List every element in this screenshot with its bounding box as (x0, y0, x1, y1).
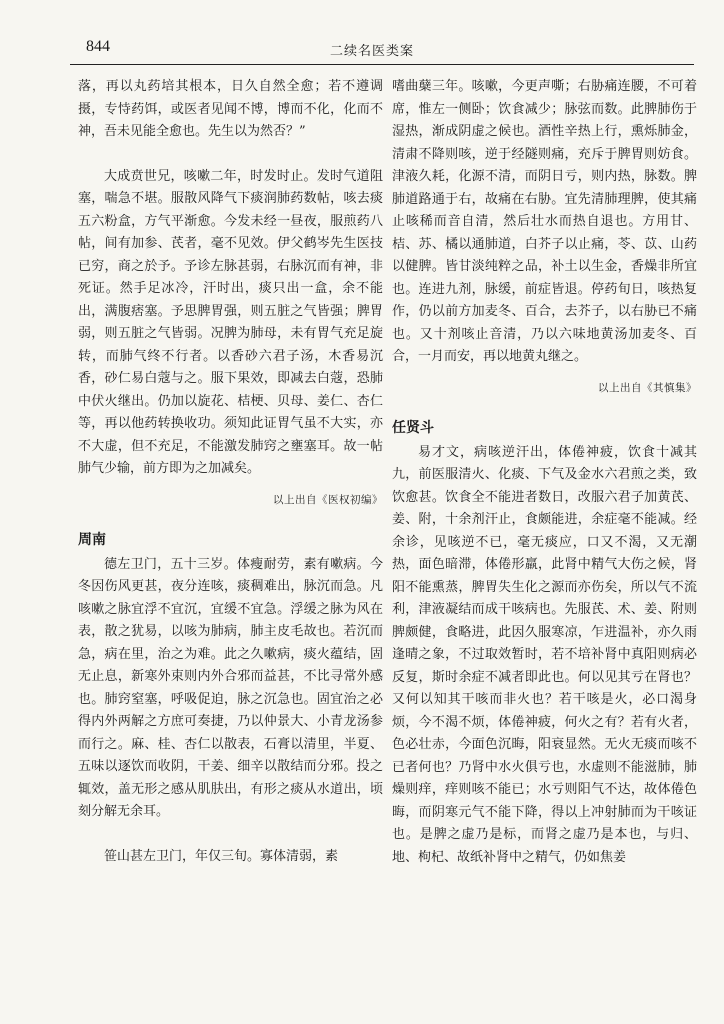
paragraph: 易才文，病咳逆汗出，体倦神疲，饮食十减其九，前医服清火、化痰、下气及金水六君煎之类，致饮愈甚。饮食全不能进者数日，改服六君子加黄芪、姜、附，十余剂汗止，食颇能进，余症毫不能减。经余诊，见咳逆不已，毫无痰应，口又不渴，又无潮热，面色暗滞，体倦形羸，此肾中精气大伤之候，肾阳不能熏蒸，脾胃失生化之源而亦伤矣，所以气不流利，津液凝结而成干咳病也。先服芪、术、姜、附则脾颇健，食略进，此因久服寒凉，乍进温补，亦久雨逢晴之象，不过取效暂时，若不培补肾中真阳则病必反复，斯时余症不减者即此也。何以见其亏在肾也？又何以知其干咳而非火也？若干咳是火，必口渴身烦，今不渴不烦，体倦神疲，何火之有？若有火者，色必壮赤，今面色沉晦，阳衰显然。无火无痰而咳不已者何也？乃肾中水火俱亏也，水虚则不能滋肺，肺燥则痒，痒则咳不能已；水亏则阳气不达，故体倦色晦，而阴寒元气不能下降，得以上冲射肺而为干咳证也。是脾之虚乃是标，而肾之虚乃是本也，与归、地、枸杞、故纸补肾中之精气，仍如焦姜 (392, 444, 697, 865)
paragraph-gap (78, 824, 383, 846)
section-author: 任贤斗 (392, 420, 434, 436)
paragraph: 嗜曲蘖三年。咳嗽，今更声嘶；右胁痛连腰，不可着席，惟左一侧卧；饮食减少；脉弦而数。此脾肺伤于湿热，渐成阴虚之候也。酒性辛热上行，熏烁肺金，清肃不降则咳，逆于经隧则痛，充斥于脾胃则妨食。津液久耗，化源不清，而阴日亏，则内热，脉数。脾肺道路通于右，故痛在右胁。宜先清肺理脾，使其痛止咳稀而音自清，然后壮水而热自退也。方用甘、桔、苏、橘以通肺道，白芥子以止痛，苓、苡、山药以健脾。皆甘淡纯粹之品，补土以生金，香燥非所宜也。连进九剂，脉缓，前症皆退。停药旬日，咳热复作，仍以前方加麦冬、百合，去芥子，以右胁已不痛也。又十剂咳止音清，乃以六味地黄汤加麦冬、百合，一月而安，再以地黄丸继之。 (392, 79, 697, 364)
running-title: 二续名医类案 (330, 44, 415, 59)
left-column (78, 76, 383, 996)
header-divider (70, 64, 694, 65)
paragraph: 德左卫门，五十三岁。体瘦耐劳，素有嗽病。今冬因伤风更甚，夜分连咳，痰稠难出，脉沉而急。凡咳嗽之脉宜浮不宜沉，宜缓不宜急。浮缓之脉为风在表，散之犹易，以咳为肺病，肺主皮毛故也。若沉而急，病在里，治之为难。此之久嗽病，痰火蕴结，固无止息，新寒外束则内外合邪而益甚，不比寻常外感也。肺窍窒塞，呼吸促迫，脉之沉急也。固宜治之必得内外两解之方庶可奏捷，乃以仲景大、小青龙汤参而行之。麻、桂、杏仁以散表，石膏以清里，半夏、五味以逐饮而收阴，干姜、细辛以散结而分邪。投之辄效，盖无形之感从肌肤出，有形之痰从水道出，顷刻分解无余耳。 (78, 556, 383, 819)
right-column (392, 76, 697, 996)
page-number: 844 (86, 38, 110, 55)
source-citation: 以上出自《医权初编》 (273, 493, 383, 506)
paragraph-gap (78, 144, 383, 166)
paragraph: 笹山甚左卫门，年仅三旬。寡体清弱，素 (104, 848, 339, 864)
source-citation: 以上出自《其慎集》 (598, 381, 697, 394)
page-header (0, 0, 724, 64)
section-author: 周南 (78, 532, 106, 548)
paragraph: 落，再以丸药培其根本，日久自然全愈；若不遵调摄，专恃药饵，或医者见闻不博，博而不化，化而不神，吾未见能全愈也。先生以为然否？” (78, 79, 383, 139)
paragraph: 大成贲世兄，咳嗽二年，时发时止。发时气道阻塞，喘急不堪。服散风降气下痰润肺药数帖，咳去痰五六粉盒，方气平渐愈。今发未经一昼夜，服煎药八帖，间有加参、芪者，毫不见效。伊父鹤岑先生医技已穷，商之於予。予诊左脉甚弱，右脉沉而有神，非死证。然手足冰冷，汗时出，痰只出一盒，余不能出，满腹痞塞。予思脾胃强，则五脏之气皆强；脾胃弱，则五脏之气皆弱。况脾为肺母，未有胃气充足旋转，而肺气终不行者。以香砂六君子汤，木香易沉香，砂仁易白蔻与之。服下果效，即减去白蔻，恐肺中伏火继出。仍加以旋花、桔梗、贝母、姜仁、杏仁等，再以他药转换收功。须知此证胃气虽不大实，亦不大虚，但不充足，不能激发肺窍之壅塞耳。故一帖肺气少输，前方即为之加减矣。 (78, 168, 383, 476)
